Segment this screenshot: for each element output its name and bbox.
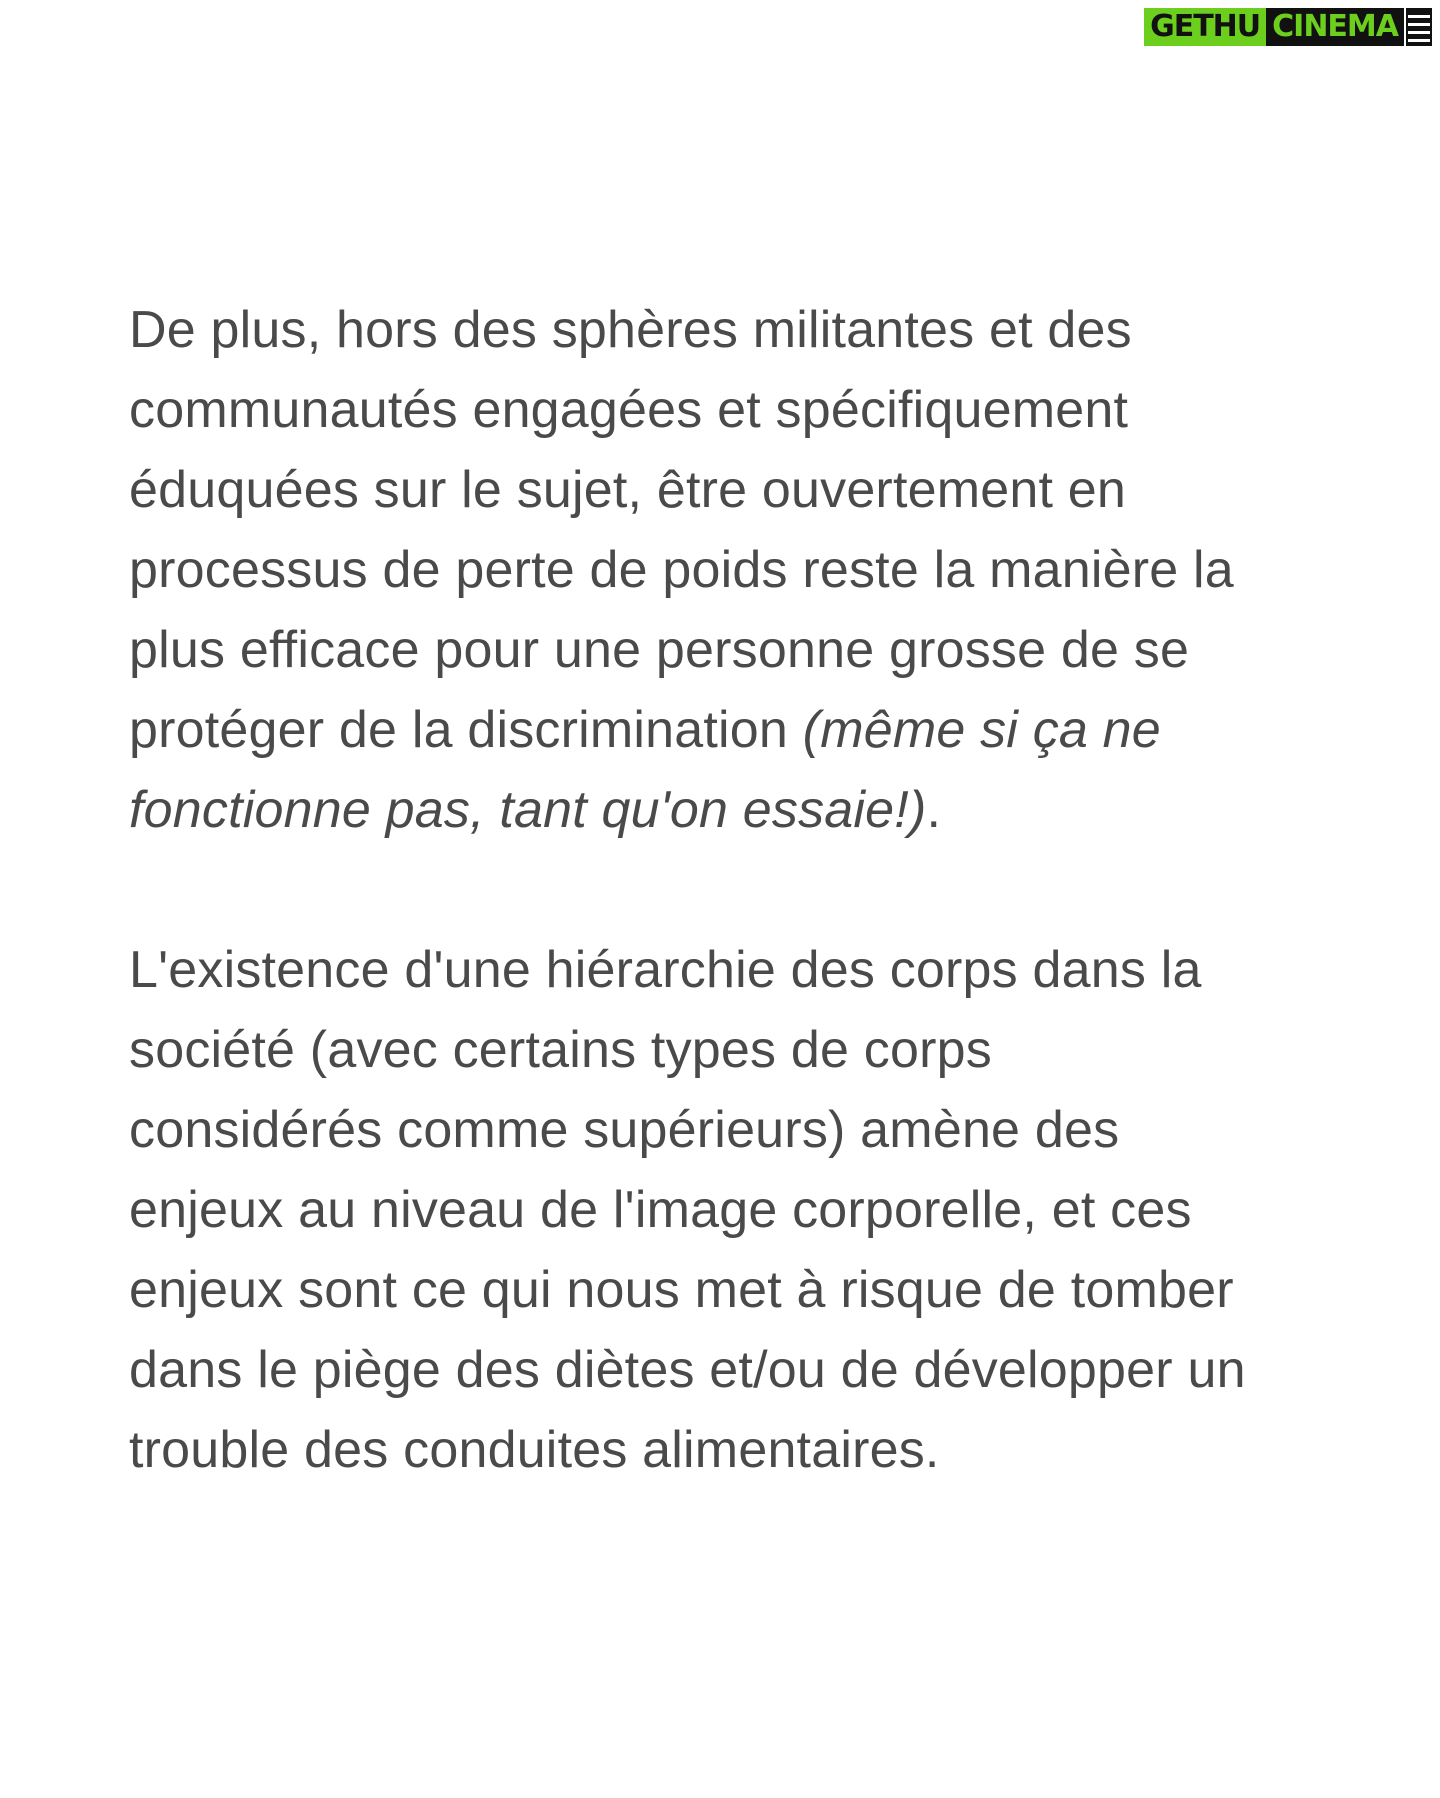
paragraph-second [129,930,1359,1490]
text-line: communautés engagées et spécifiquement [129,381,1129,439]
text-line: trouble des conduites alimentaires. [129,1421,940,1479]
watermark-left-text: GETHU [1144,8,1266,46]
text-line: enjeux au niveau de l'image corporelle, et ces [129,1181,1192,1239]
text-line: considérés comme supérieurs) amène des [129,1101,1120,1159]
text-line: éduquées sur le sujet, être ouvertement en [129,461,1127,519]
text-body [129,290,1359,1490]
paragraph-first [129,290,1359,850]
text-line: plus efficace pour une personne grosse de se [129,621,1190,679]
text-line: . [926,781,942,839]
italic-aside: (même si ça ne [802,701,1161,759]
film-reel-icon [1406,8,1432,46]
text-line: enjeux sont ce qui nous met à risque de tomber [129,1261,1234,1319]
watermark-right-text: CINEMA [1266,8,1404,46]
text-line: société (avec certains types de corps [129,1021,992,1079]
watermark-logo [1144,8,1432,46]
text-line: L'existence d'une hiérarchie des corps dans la [129,941,1202,999]
italic-aside: fonctionne pas, tant qu'on essaie!) [129,781,927,839]
text-line: De plus, hors des sphères militantes et des [129,301,1132,359]
text-line: dans le piège des diètes et/ou de développer un [129,1341,1246,1399]
text-line: processus de perte de poids reste la manière la [129,541,1234,599]
text-line: protéger de la discrimination [129,701,803,759]
